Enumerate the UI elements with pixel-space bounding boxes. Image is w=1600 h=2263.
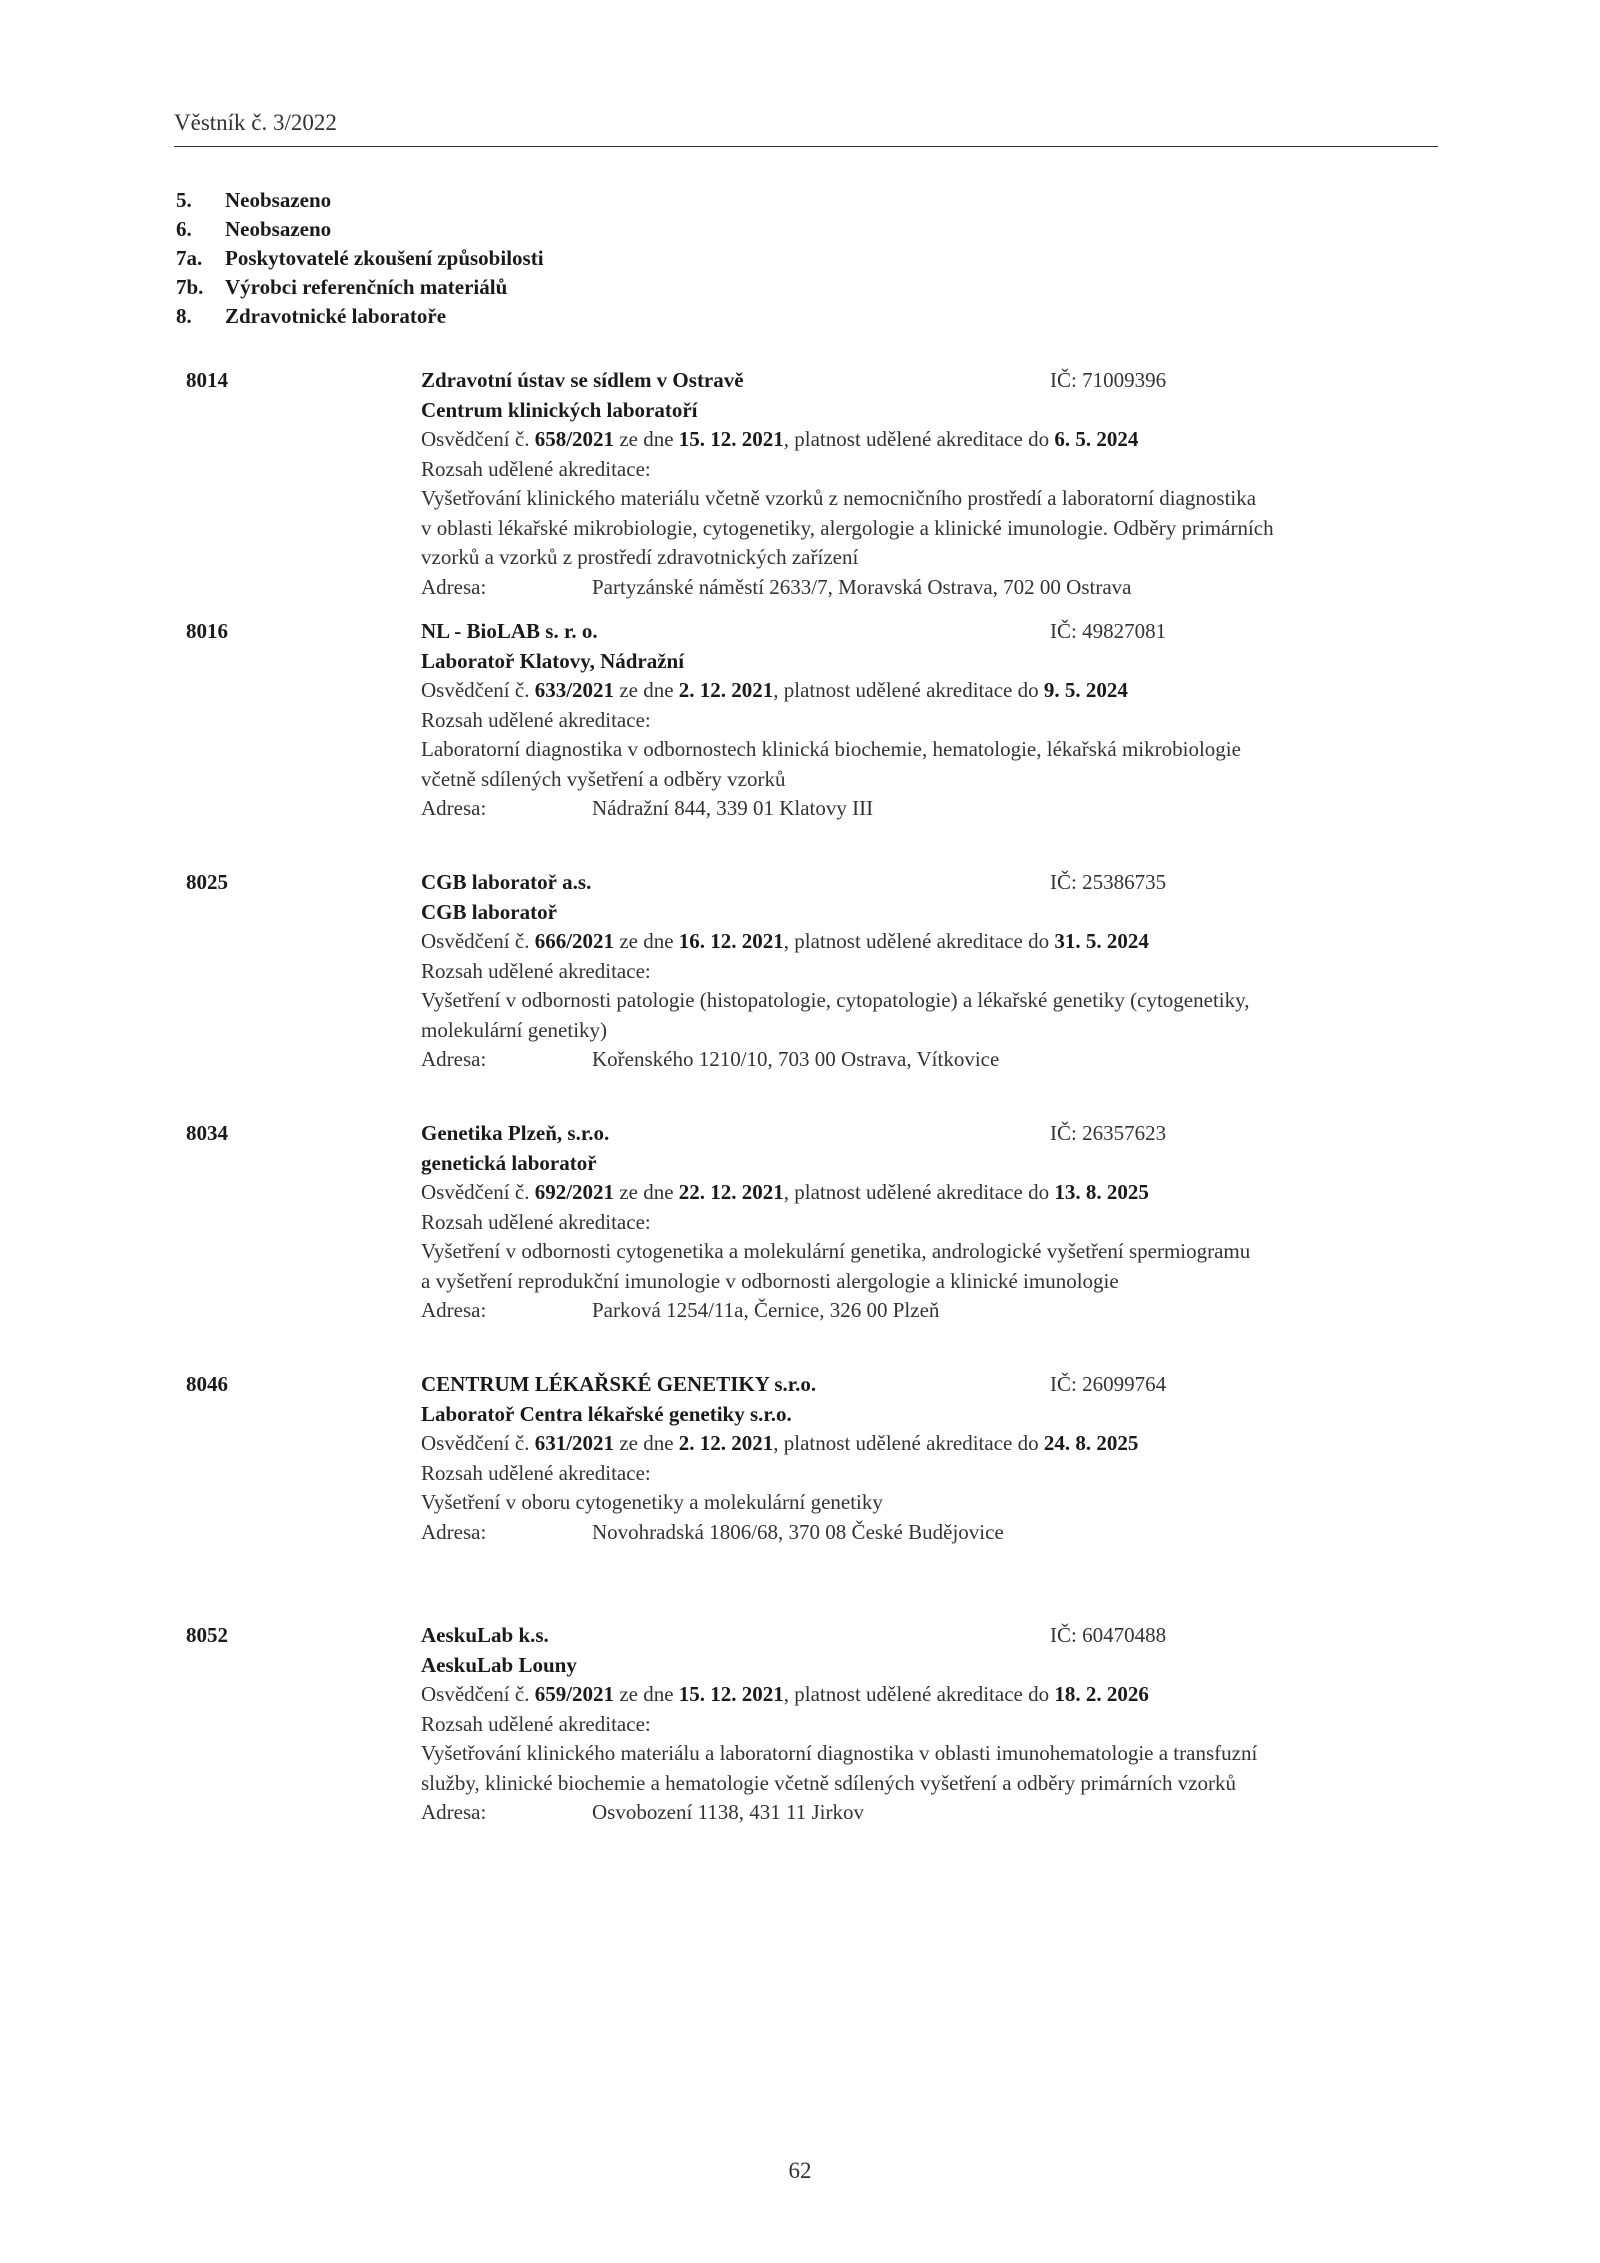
company-id: IČ: 26357623 <box>1050 1121 1167 1145</box>
certificate-line <box>421 1680 1421 1710</box>
scope-label: Rozsah udělené akreditace: <box>421 1711 651 1736</box>
entry-number: 8034 <box>186 1121 228 1145</box>
certificate-date: 15. 12. 2021 <box>678 427 784 451</box>
scope-line: Vyšetřování klinického materiálu a laboratorní diagnostika v oblasti imunohematologie a transfuzní <box>421 1741 1258 1765</box>
entry-number: 8046 <box>186 1372 228 1396</box>
entry-number: 8016 <box>186 619 228 643</box>
organization-name: AeskuLab k.s. <box>421 1623 549 1647</box>
laboratory-name: CGB laboratoř <box>421 899 557 924</box>
page-header <box>174 110 1438 147</box>
entry-header-row <box>421 868 1421 898</box>
certificate-number: 659/2021 <box>534 1682 615 1706</box>
organization-name: Zdravotní ústav se sídlem v Ostravě <box>421 368 744 392</box>
scope-line: vzorků a vzorků z prostředí zdravotnických zařízení <box>421 545 859 569</box>
scope-text <box>421 1237 1401 1296</box>
certificate-number: 692/2021 <box>534 1180 615 1204</box>
scope-line: Vyšetřování klinického materiálu včetně vzorků z nemocničního prostředí a laboratorní diagnostika <box>421 486 1257 510</box>
entry-header-row <box>421 1370 1421 1400</box>
entry-body <box>421 868 1421 1075</box>
address-row <box>421 794 1421 824</box>
validity-label: , platnost udělené akreditace do <box>773 1431 1044 1455</box>
certificate-prefix: Osvědčení č. <box>421 1682 535 1706</box>
section-list-item <box>176 273 544 302</box>
scope-line: Laboratorní diagnostika v odbornostech klinická biochemie, hematologie, lékařská mikrobiologie <box>421 737 1241 761</box>
address-value: Kořenského 1210/10, 703 00 Ostrava, Vítkovice <box>592 1047 1000 1071</box>
laboratory-name: AeskuLab Louny <box>421 1652 577 1677</box>
laboratory-entry <box>0 1370 1600 1621</box>
entry-header-row <box>421 617 1421 647</box>
scope-line: v oblasti lékařské mikrobiologie, cytogenetiky, alergologie a klinické imunologie. Odběry primárních <box>421 515 1274 540</box>
laboratory-name: Laboratoř Centra lékařské genetiky s.r.o. <box>421 1401 792 1426</box>
scope-line: služby, klinické biochemie a hematologie včetně sdílených vyšetření a odběry primárních vzorků <box>421 1770 1237 1795</box>
section-number: 5. <box>176 188 192 212</box>
section-list-item <box>176 186 544 215</box>
laboratory-entry <box>0 366 1600 617</box>
section-list-item <box>176 244 544 273</box>
laboratory-entry <box>0 617 1600 868</box>
organization-name: CGB laboratoř a.s. <box>421 870 592 894</box>
validity-date: 9. 5. 2024 <box>1043 678 1128 702</box>
certificate-prefix: Osvědčení č. <box>421 678 535 702</box>
address-row <box>421 1296 1421 1326</box>
scope-line: molekulární genetiky) <box>421 1017 608 1042</box>
address-label: Adresa: <box>421 796 487 820</box>
certificate-number: 631/2021 <box>534 1431 615 1455</box>
address-label: Adresa: <box>421 1298 487 1322</box>
entry-number: 8014 <box>186 368 228 392</box>
certificate-date-label: ze dne <box>614 1431 679 1455</box>
certificate-line <box>421 676 1421 706</box>
scope-text <box>421 735 1401 794</box>
scope-label: Rozsah udělené akreditace: <box>421 958 651 983</box>
certificate-prefix: Osvědčení č. <box>421 929 535 953</box>
company-id: IČ: 49827081 <box>1050 619 1167 643</box>
laboratory-entry <box>0 868 1600 1119</box>
certificate-date-label: ze dne <box>614 678 679 702</box>
validity-label: , platnost udělené akreditace do <box>783 1682 1055 1706</box>
entry-number: 8052 <box>186 1623 228 1647</box>
certificate-date: 2. 12. 2021 <box>678 678 774 702</box>
validity-label: , platnost udělené akreditace do <box>773 678 1044 702</box>
certificate-date: 16. 12. 2021 <box>678 929 784 953</box>
laboratory-entry <box>0 1621 1600 1872</box>
entry-body <box>421 366 1421 602</box>
section-number: 6. <box>176 217 192 241</box>
certificate-prefix: Osvědčení č. <box>421 427 535 451</box>
scope-line: Vyšetření v oboru cytogenetiky a molekulární genetiky <box>421 1490 883 1514</box>
section-list-item <box>176 215 544 244</box>
address-value: Parková 1254/11a, Černice, 326 00 Plzeň <box>592 1298 940 1322</box>
certificate-number: 666/2021 <box>534 929 615 953</box>
entry-header-row <box>421 366 1421 396</box>
scope-label: Rozsah udělené akreditace: <box>421 456 651 481</box>
section-label: Výrobci referenčních materiálů <box>225 275 508 299</box>
certificate-date: 2. 12. 2021 <box>678 1431 774 1455</box>
address-value: Osvobození 1138, 431 11 Jirkov <box>592 1800 865 1824</box>
scope-text <box>421 1488 1401 1518</box>
certificate-number: 633/2021 <box>534 678 615 702</box>
section-label: Neobsazeno <box>225 188 332 212</box>
certificate-date: 22. 12. 2021 <box>678 1180 784 1204</box>
laboratory-entry <box>0 1119 1600 1370</box>
section-number: 8. <box>176 304 192 328</box>
company-id: IČ: 60470488 <box>1050 1623 1167 1647</box>
organization-name: Genetika Plzeň, s.r.o. <box>421 1121 610 1145</box>
section-label: Poskytovatelé zkoušení způsobilosti <box>225 246 544 270</box>
certificate-prefix: Osvědčení č. <box>421 1180 535 1204</box>
validity-date: 24. 8. 2025 <box>1043 1431 1139 1455</box>
scope-text <box>421 986 1401 1045</box>
company-id: IČ: 26099764 <box>1050 1372 1167 1396</box>
organization-name: NL - BioLAB s. r. o. <box>421 619 598 643</box>
section-list-item <box>176 302 544 331</box>
validity-date: 13. 8. 2025 <box>1054 1180 1149 1204</box>
address-label: Adresa: <box>421 574 487 599</box>
page-number: 62 <box>788 2158 812 2183</box>
validity-date: 18. 2. 2026 <box>1054 1682 1149 1706</box>
validity-date: 6. 5. 2024 <box>1054 427 1139 451</box>
scope-text <box>421 484 1401 573</box>
validity-label: , platnost udělené akreditace do <box>783 929 1055 953</box>
entry-number: 8025 <box>186 870 228 894</box>
address-value: Novohradská 1806/68, 370 08 České Budějovice <box>592 1519 1004 1544</box>
certificate-date-label: ze dne <box>614 427 679 451</box>
scope-label: Rozsah udělené akreditace: <box>421 707 651 732</box>
address-row <box>421 1518 1421 1548</box>
certificate-line <box>421 927 1421 957</box>
certificate-date-label: ze dne <box>614 1180 679 1204</box>
certificate-date-label: ze dne <box>614 1682 679 1706</box>
certificate-line <box>421 425 1421 455</box>
address-row <box>421 573 1421 603</box>
scope-label: Rozsah udělené akreditace: <box>421 1460 651 1485</box>
address-label: Adresa: <box>421 1047 487 1071</box>
company-id: IČ: 71009396 <box>1050 368 1167 392</box>
address-row <box>421 1798 1421 1828</box>
laboratory-entries <box>0 366 1600 1872</box>
section-list <box>176 186 544 331</box>
certificate-line <box>421 1178 1421 1208</box>
laboratory-name: Centrum klinických laboratoří <box>421 397 698 422</box>
address-value: Nádražní 844, 339 01 Klatovy III <box>592 796 874 820</box>
address-label: Adresa: <box>421 1800 487 1824</box>
section-label: Neobsazeno <box>225 217 332 241</box>
company-id: IČ: 25386735 <box>1050 870 1167 894</box>
certificate-number: 658/2021 <box>534 427 615 451</box>
certificate-line <box>421 1429 1421 1459</box>
entry-body <box>421 1621 1421 1828</box>
validity-label: , platnost udělené akreditace do <box>783 1180 1055 1204</box>
validity-date: 31. 5. 2024 <box>1054 929 1149 953</box>
scope-text <box>421 1739 1401 1798</box>
address-value: Partyzánské náměstí 2633/7, Moravská Ostrava, 702 00 Ostrava <box>592 574 1132 599</box>
section-label: Zdravotnické laboratoře <box>225 304 447 328</box>
laboratory-name: genetická laboratoř <box>421 1150 597 1175</box>
validity-label: , platnost udělené akreditace do <box>783 427 1055 451</box>
scope-line: Vyšetření v odbornosti cytogenetika a molekulární genetika, andrologické vyšetření spermiogramu <box>421 1239 1251 1263</box>
section-number: 7a. <box>176 246 203 270</box>
scope-line: Vyšetření v odbornosti patologie (histopatologie, cytopatologie) a lékařské genetiky (cytogenetiky, <box>421 988 1250 1012</box>
address-row <box>421 1045 1421 1075</box>
certificate-prefix: Osvědčení č. <box>421 1431 535 1455</box>
entry-body <box>421 1370 1421 1547</box>
scope-line: včetně sdílených vyšetření a odběry vzorků <box>421 766 786 791</box>
entry-header-row <box>421 1621 1421 1651</box>
scope-label: Rozsah udělené akreditace: <box>421 1209 651 1234</box>
address-label: Adresa: <box>421 1519 487 1544</box>
laboratory-name: Laboratoř Klatovy, Nádražní <box>421 648 685 673</box>
certificate-date-label: ze dne <box>614 929 679 953</box>
journal-title: Věstník č. 3/2022 <box>174 110 337 135</box>
section-number: 7b. <box>176 275 204 299</box>
entry-header-row <box>421 1119 1421 1149</box>
entry-body <box>421 1119 1421 1326</box>
organization-name: CENTRUM LÉKAŘSKÉ GENETIKY s.r.o. <box>421 1372 817 1396</box>
certificate-date: 15. 12. 2021 <box>678 1682 784 1706</box>
scope-line: a vyšetření reprodukční imunologie v odbornosti alergologie a klinické imunologie <box>421 1268 1119 1293</box>
entry-body <box>421 617 1421 824</box>
